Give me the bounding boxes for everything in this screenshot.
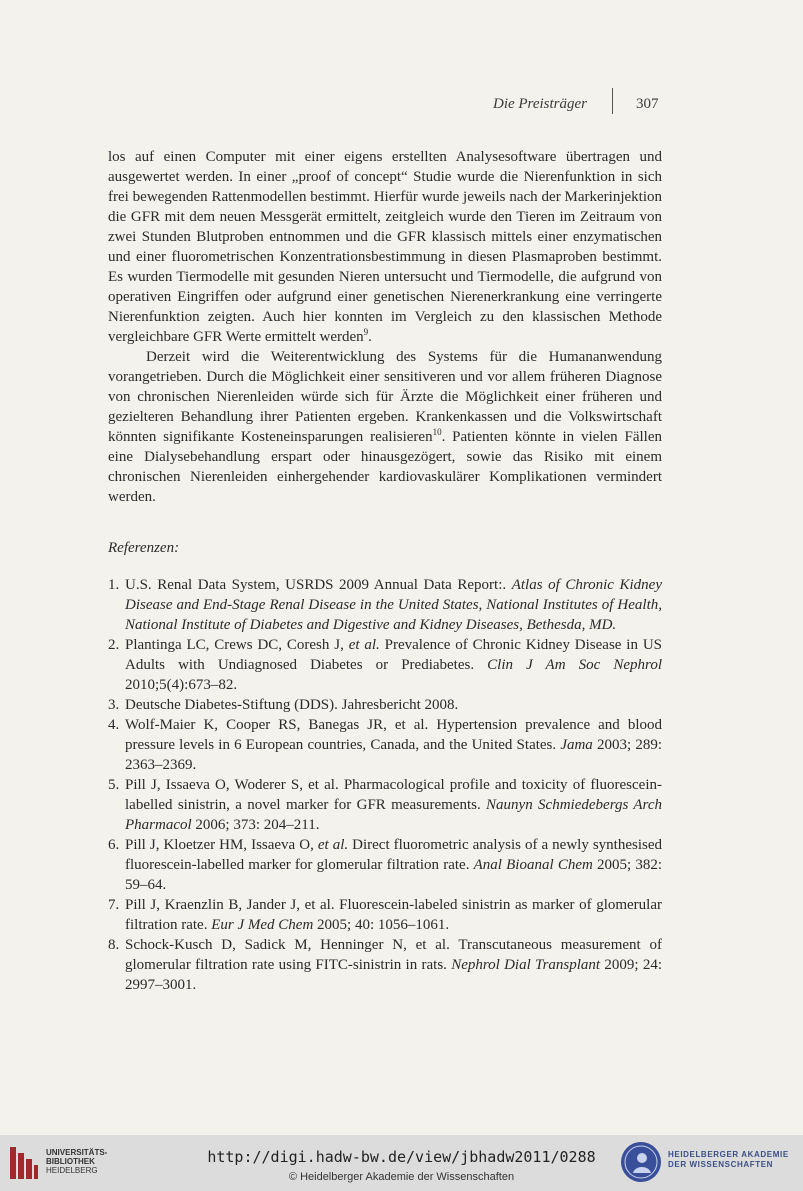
reference-item: [108, 695, 662, 715]
academy-name: [668, 1150, 789, 1170]
references-heading: Referenzen:: [108, 540, 180, 556]
paragraph-1-text: los auf einen Computer mit einer eigens erstellten Analysesoftware übertragen und ausgewertet werden. In einer „proof of concept“ Studie wurde die Nierenfunktion in sich frei bewegenden Rattenmodellen bestimmt. Hierfür wurde jeweils nach der Markerinjektion die GFR mit dem neuen Messgerät ermittelt, zeitgleich wurde den Tieren im Zeitraum von zwei Stunden Blutproben entnommen und die GFR klassisch mittels einer enzymatischen und einer fluorometrischen Konzentrationsbestimmung in diesen Plasmaproben bestimmt. Es wurden Tiermodelle mit gesunden Nieren untersucht und Tiermodelle, die aufgrund von operativen Eingriffen oder aufgrund einer genetischen Nierenerkrankung eine verringerte Nierenfunktion zeigten. Auch hier konnten im Vergleich zu den klassischen Methode vergleichbare GFR Werte ermittelt werden: [108, 149, 662, 345]
reference-etal: et al.: [317, 837, 349, 853]
reference-source: Naunyn Schmiedebergs Arch Pharmacol: [125, 797, 662, 833]
footnote-ref-9[interactable]: 9: [363, 327, 369, 337]
reference-text: Pill J, Kloetzer HM, Issaeva O,: [125, 837, 318, 853]
reference-item: [108, 835, 662, 895]
paragraph-1: [108, 147, 662, 347]
reference-text: Wolf-Maier K, Cooper RS, Banegas JR, et al. Hypertension prevalence and blood pressure levels in 6 European countries, Canada, and the United States.: [125, 717, 662, 753]
footnote-ref-10[interactable]: 10: [432, 427, 442, 437]
reference-item: [108, 575, 662, 635]
paragraph-2: [108, 347, 662, 507]
page-number: 307: [636, 96, 659, 112]
reference-citation: 2006; 373: 204–211.: [191, 817, 320, 833]
reference-list: [108, 575, 662, 995]
reference-source: Anal Bioanal Chem: [473, 857, 593, 873]
reference-title: Direct fluorometric analysis of a newly synthesised fluorescein-labelled marker for glomerular filtration rate.: [125, 837, 662, 873]
reference-source: Eur J Med Chem: [211, 917, 314, 933]
reference-citation: 2010;5(4):673–82.: [125, 677, 238, 693]
reference-source: Nephrol Dial Transplant: [451, 957, 601, 973]
paragraph-2-text-end: . Patienten könnte in vielen Fällen eine Dialysebehandlung erspart oder hinausgezögert, sowie das Risiko mit einem chronischen Nierenleiden einhergehender kardiovaskulärer Komplikationen vermindert werden.: [108, 429, 662, 505]
reference-item: [108, 775, 662, 835]
reference-text: Schock-Kusch D, Sadick M, Henninger N, et al. Transcutaneous measurement of glomerular filtration rate using FITC-sinistrin in rats.: [125, 937, 662, 973]
reference-source: Jama: [560, 737, 593, 753]
paragraph-2-text: Derzeit wird die Weiterentwicklung des Systems für die Humananwendung vorangetrieben. Durch die Möglichkeit einer sensitiveren und vor allem früheren Diagnose von chronischen Nierenleiden würde sich für Ärzte die Möglichkeit einer früheren und gezielteren Behandlung ihrer Patienten ergeben. Krankenkassen und die Volkswirtschaft könnten signifikante Kosteneinsparungen realisieren: [108, 349, 662, 445]
reference-item: [108, 715, 662, 775]
reference-number: 6.: [108, 837, 120, 853]
reference-number: 4.: [108, 717, 120, 733]
reference-item: [108, 635, 662, 695]
reference-citation: 2005; 382: 59–64.: [125, 857, 662, 893]
reference-source: Clin J Am Soc Nephrol: [487, 657, 662, 673]
reference-citation: 2003; 289: 2363–2369.: [125, 737, 662, 773]
paragraph-1-end: .: [368, 329, 372, 345]
running-title: Die Preisträger: [492, 96, 587, 112]
reference-citation: 2005; 40: 1056–1061.: [313, 917, 450, 933]
reference-title: Prevalence of Chronic Kidney Disease in US Adults with Undiagnosed Diabetes or Prediabetes.: [125, 637, 662, 673]
library-line-1: UNIVERSITÄTS-: [46, 1148, 108, 1157]
reference-source: Atlas of Chronic Kidney Disease and End-Stage Renal Disease in the United States, National Institutes of Health, National Institute of Diabetes and Digestive and Kidney Diseases, Bethesda, MD.: [125, 577, 662, 633]
reference-text: Deutsche Diabetes-Stiftung (DDS). Jahresbericht 2008.: [125, 697, 459, 713]
header-separator: [612, 88, 613, 114]
reference-number: 8.: [108, 937, 120, 953]
reference-text: Pill J, Issaeva O, Woderer S, et al. Pharmacological profile and toxicity of fluorescein-labelled sinistrin, a novel marker for GFR measurements.: [125, 777, 662, 813]
library-line-3: HEIDELBERG: [46, 1166, 98, 1175]
reference-number: 5.: [108, 777, 120, 793]
reference-text: Plantinga LC, Crews DC, Coresh J,: [125, 637, 349, 653]
permalink-url[interactable]: http://digi.hadw-bw.de/view/jbhadw2011/0288: [207, 1148, 596, 1166]
reference-text: U.S. Renal Data System, USRDS 2009 Annual Data Report:.: [125, 577, 512, 593]
footer-bar: [0, 1135, 803, 1191]
reference-etal: et al.: [348, 637, 380, 653]
academy-line-2: DER WISSENSCHAFTEN: [668, 1160, 774, 1169]
copyright-notice: © Heidelberger Akademie der Wissenschaften: [288, 1171, 515, 1183]
reference-item: [108, 895, 662, 935]
reference-text: Pill J, Kraenzlin B, Jander J, et al. Fluorescein-labeled sinistrin as marker of glomerular filtration rate.: [125, 897, 662, 933]
reference-number: 2.: [108, 637, 120, 653]
running-head: [0, 96, 803, 120]
academy-line-1: HEIDELBERGER AKADEMIE: [668, 1150, 789, 1159]
body-text: [108, 147, 662, 995]
reference-citation: 2009; 24: 2997–3001.: [125, 957, 662, 993]
reference-number: 3.: [108, 697, 120, 713]
reference-item: [108, 935, 662, 995]
library-line-2: BIBLIOTHEK: [46, 1157, 95, 1166]
academy-seal-icon[interactable]: [620, 1141, 662, 1183]
reference-number: 7.: [108, 897, 120, 913]
reference-number: 1.: [108, 577, 120, 593]
